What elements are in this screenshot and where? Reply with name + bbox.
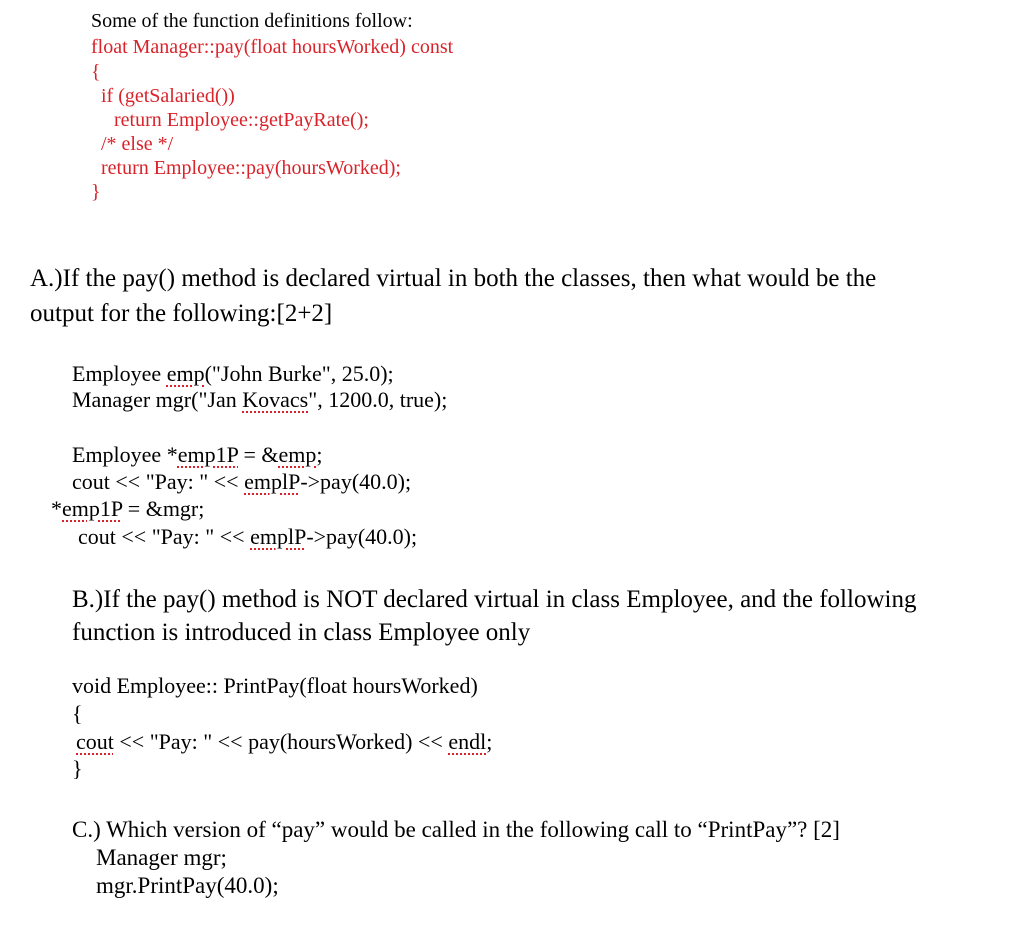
code-line-signature: float Manager::pay(float hoursWorked) const	[91, 36, 454, 58]
code-printpay-body: cout << "Pay: " << pay(hoursWorked) << endl;	[76, 729, 493, 754]
part-a-question-line1: A.)If the pay() method is declared virtual in both the classes, then what would be the	[30, 265, 877, 292]
intro-heading: Some of the function definitions follow:	[91, 10, 413, 32]
code-line-else-comment: /* else */	[101, 133, 174, 155]
part-b-question-line1: B.)If the pay() method is NOT declared virtual in class Employee, and the following	[72, 586, 917, 613]
code-line-return-payrate: return Employee::getPayRate();	[114, 109, 369, 131]
code-emp-declaration: Employee emp("John Burke", 25.0);	[72, 361, 394, 386]
code-printpay-signature: void Employee:: PrintPay(float hoursWorked)	[72, 673, 478, 698]
code-pointer-declaration: Employee *emp1P = &emp;	[72, 442, 323, 467]
code-line-if: if (getSalaried())	[101, 85, 235, 107]
code-cout-line-2: cout << "Pay: " << emplP->pay(40.0);	[78, 524, 418, 549]
code-printpay-close-brace: }	[72, 756, 83, 781]
code-printpay-call: mgr.PrintPay(40.0);	[96, 873, 279, 898]
part-c-question: C.) Which version of “pay” would be called in the following call to “PrintPay”? [2]	[72, 817, 840, 842]
code-mgr-declaration: Manager mgr("Jan Kovacs", 1200.0, true);	[72, 387, 448, 412]
code-assign-line: *emp1P = &mgr;	[51, 496, 205, 521]
part-a-question-line2: output for the following:[2+2]	[30, 300, 333, 327]
code-line-return-pay: return Employee::pay(hoursWorked);	[101, 157, 401, 179]
part-b-question-line2: function is introduced in class Employee only	[72, 619, 531, 646]
code-manager-declaration: Manager mgr;	[96, 845, 227, 870]
code-line-close-brace: }	[91, 181, 101, 203]
code-line-open-brace: {	[91, 61, 101, 83]
code-cout-line-1: cout << "Pay: " << emplP->pay(40.0);	[72, 469, 412, 494]
code-printpay-open-brace: {	[72, 701, 83, 726]
